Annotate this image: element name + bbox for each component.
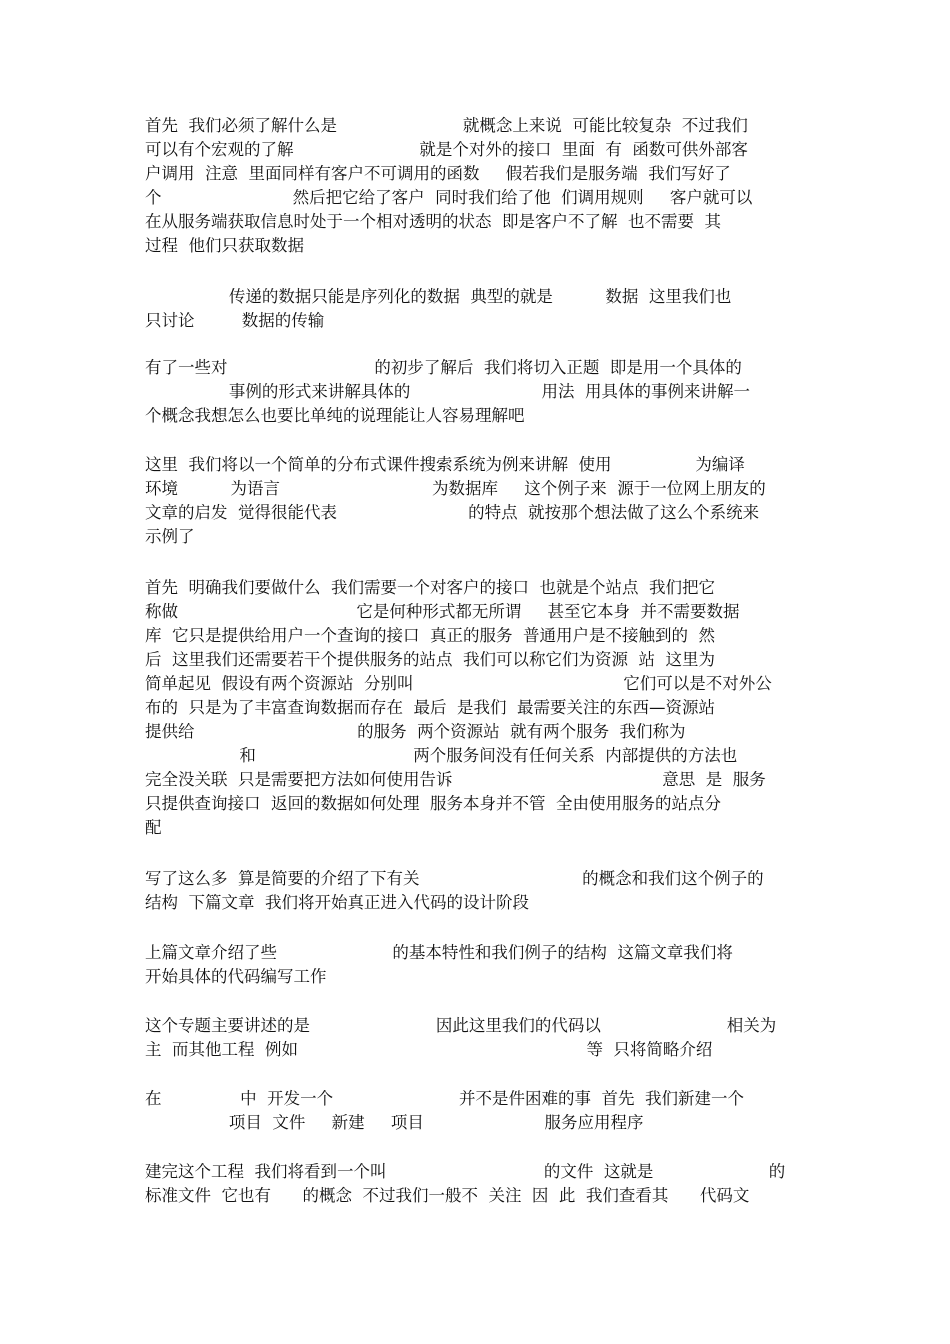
text-line: 项目 文件 新建 项目 服务应用程序: [145, 1113, 644, 1132]
text-line: 标准文件 它也有 的概念 不过我们一般不 关注 因 此 我们查看其 代码文: [145, 1186, 750, 1205]
text-line: 库 它只是提供给用户一个查询的接口 真正的服务 普通用户是不接触到的 然: [145, 626, 715, 645]
text-line: 首先 明确我们要做什么 我们需要一个对客户的接口 也就是个站点 我们把它: [145, 578, 715, 597]
text-line: 在 中 开发一个 并不是件困难的事 首先 我们新建一个: [145, 1089, 745, 1108]
text-line: 这个专题主要讲述的是 因此这里我们的代码以 相关为: [145, 1016, 777, 1035]
text-line: 简单起见 假设有两个资源站 分别叫 它们可以是不对外公: [145, 674, 772, 693]
text-line: 示例了: [145, 527, 195, 546]
text-line: 开始具体的代码编写工作: [145, 967, 327, 986]
text-line: 环境 为语言 为数据库 这个例子来 源于一位网上朋友的: [145, 479, 766, 498]
text-line: 首先 我们必须了解什么是 就概念上来说 可能比较复杂 不过我们: [145, 116, 748, 135]
text-line: 个 然后把它给了客户 同时我们给了他 们调用规则 客户就可以: [145, 188, 753, 207]
text-line: 文章的启发 觉得很能代表 的特点 就按那个想法做了这么个系统来: [145, 503, 760, 522]
text-line: 只讨论 数据的传输: [145, 311, 325, 330]
text-line: 配: [145, 818, 162, 837]
text-line: 可以有个宏观的了解 就是个对外的接口 里面 有 函数可供外部客: [145, 140, 748, 159]
text-line: 和 两个服务间没有任何关系 内部提供的方法也: [145, 746, 738, 765]
text-line: 有了一些对 的初步了解后 我们将切入正题 即是用一个具体的: [145, 358, 742, 377]
text-line: 过程 他们只获取数据: [145, 236, 304, 255]
text-line: 写了这么多 算是简要的介绍了下有关 的概念和我们这个例子的: [145, 869, 764, 888]
text-line: 个概念我想怎么也要比单纯的说理能让人容易理解吧: [145, 406, 525, 425]
text-line: 主 而其他工程 例如 等 只将简略介绍: [145, 1040, 713, 1059]
text-line: 传递的数据只能是序列化的数据 典型的就是 数据 这里我们也: [145, 287, 732, 306]
text-line: 完全没关联 只是需要把方法如何使用告诉 意思 是 服务: [145, 770, 766, 789]
text-line: 提供给 的服务 两个资源站 就有两个服务 我们称为: [145, 722, 686, 741]
text-line: 户调用 注意 里面同样有客户不可调用的函数 假若我们是服务端 我们写好了: [145, 164, 731, 183]
text-line: 事例的形式来讲解具体的 用法 用具体的事例来讲解一: [145, 382, 751, 401]
text-line: 建完这个工程 我们将看到一个叫 的文件 这就是 的: [145, 1162, 786, 1181]
text-line: 在从服务端获取信息时处于一个相对透明的状态 即是客户不了解 也不需要 其: [145, 212, 721, 231]
text-line: 这里 我们将以一个简单的分布式课件搜索系统为例来讲解 使用 为编译: [145, 455, 745, 474]
text-line: 上篇文章介绍了些 的基本特性和我们例子的结构 这篇文章我们将: [145, 943, 733, 962]
text-line: 后 这里我们还需要若干个提供服务的站点 我们可以称它们为资源 站 这里为: [145, 650, 715, 669]
text-line: 布的 只是为了丰富查询数据而存在 最后 是我们 最需要关注的东西—资源站: [145, 698, 715, 717]
text-line: 只提供查询接口 返回的数据如何处理 服务本身并不管 全由使用服务的站点分: [145, 794, 721, 813]
text-line: 称做 它是何种形式都无所谓 甚至它本身 并不需要数据: [145, 602, 740, 621]
text-line: 结构 下篇文章 我们将开始真正进入代码的设计阶段: [145, 893, 529, 912]
